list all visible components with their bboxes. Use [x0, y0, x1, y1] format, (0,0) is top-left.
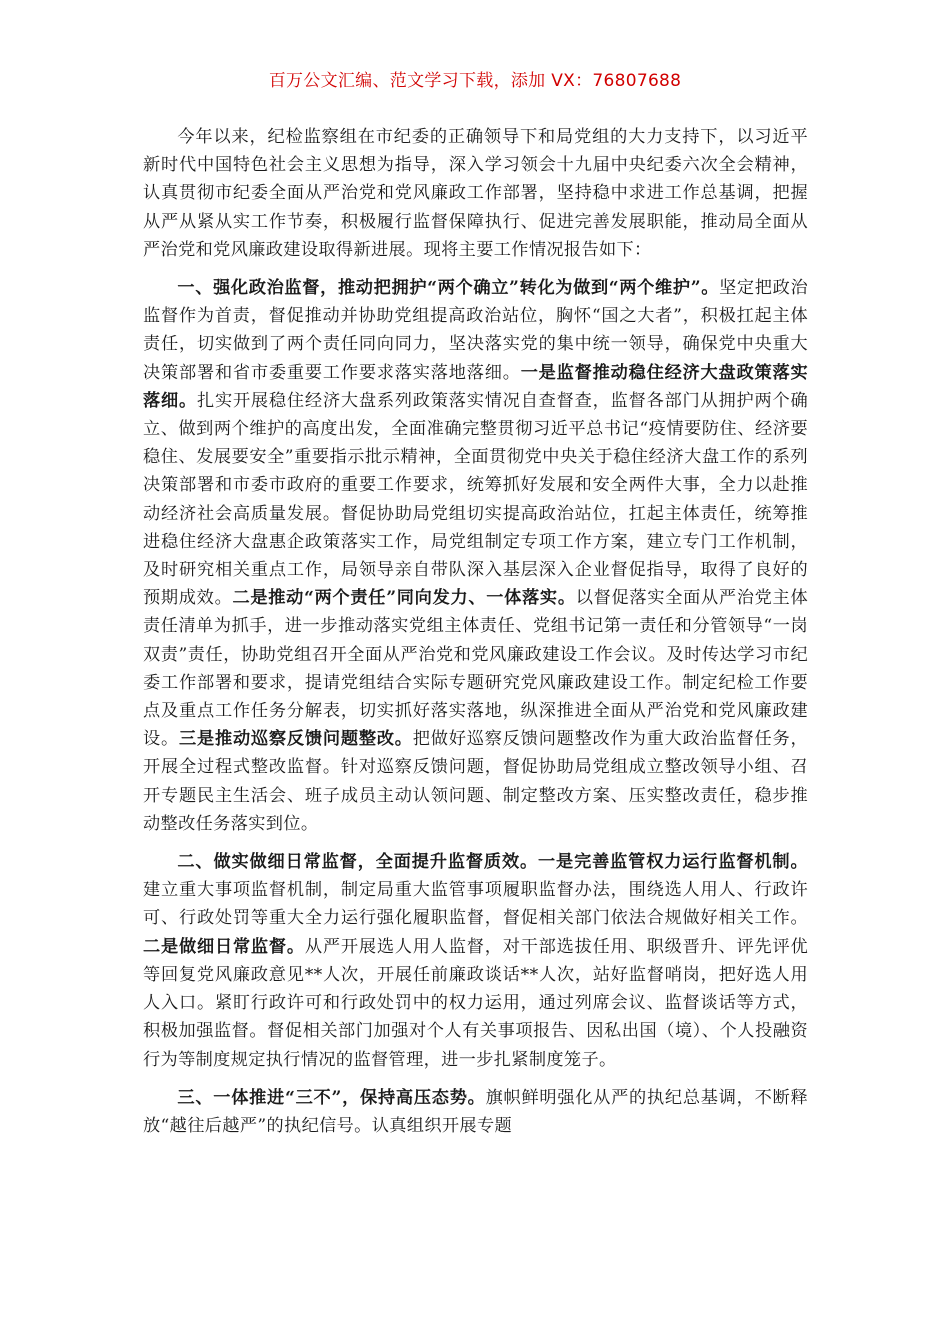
section-3-paragraph — [143, 1084, 808, 1140]
section-1-text-2: 扎实开展稳住经济大盘系列政策落实情况自查督查，监督各部门从拥护两个确立、做到两个维护的高度出发，全面准确完整贯彻习近平总书记“疫情要防住、经济要稳住、发展要安全”重要指示批示精神，全面贯彻党中央关于稳住经济大盘工作的系列决策部署和市委市政府的重要工作要求，统筹抓好发展和安全两件大事，全力以赴推动经济社会高质量发展。督促协助局党组切实提高政治站位，扛起主体责任，统筹推进稳住经济大盘惠企政策落实工作，局党组制定专项工作方案，建立专门工作机制，及时研究相关重点工作，局领导亲自带队深入基层深入企业督促指导，取得了良好的预期成效。 — [143, 390, 808, 609]
section-3-heading: 三、一体推进“三不”，保持高压态势。 — [177, 1087, 486, 1108]
section-2-heading: 二、做实做细日常监督，全面提升监督质效。 — [177, 852, 539, 873]
document-body — [143, 123, 808, 1150]
section-2-text-1: 建立重大事项监督机制，制定局重大监管事项履职监督办法，围绕选人用人、行政许可、行政处罚等重大全力运行强化履职监督，督促相关部门依法合规做好相关工作。 — [143, 880, 808, 929]
section-1-heading: 一、强化政治监督，推动把拥护“两个确立”转化为做到“两个维护”。 — [177, 278, 720, 299]
section-1-point-1: 一是监督推动稳住经济大盘政策落实落细。 — [143, 362, 808, 411]
section-1-text-3: 以督促落实全面从严治党主体责任清单为抓手，进一步推动落实党组主体责任、党组书记第一责任和分管领导“一岗双责”责任，协助党组召开全面从严治党和党风廉政建设工作会议。及时传达学习市纪委工作部署和要求，提请党组结合实际专题研究党风廉政建设工作。制定纪检工作要点及重点工作任务分解表，切实抓好落实落地，纵深推进全面从严治党和党风廉政建设。 — [143, 588, 808, 750]
intro-paragraph: 今年以来，纪检监察组在市纪委的正确领导下和局党组的大力支持下，以习近平新时代中国特色社会主义思想为指导，深入学习领会十九届中央纪委六次全会精神，认真贯彻市纪委全面从严治党和党风廉政工作部署，坚持稳中求进工作总基调，把握从严从紧从实工作节奏，积极履行监督保障执行、促进完善发展职能，推动局全面从严治党和党风廉政建设取得新进展。现将主要工作情况报告如下： — [143, 127, 808, 260]
section-1-point-2: 二是推动“两个责任”同向发力、一体落实。 — [232, 588, 576, 609]
section-1-point-3: 三是推动巡察反馈问题整改。 — [178, 729, 413, 750]
section-1-paragraph — [143, 274, 808, 838]
download-banner: 百万公文汇编、范文学习下载，添加 VX：76807688 — [268, 71, 682, 91]
section-1-text-1: 坚定把政治监督作为首责，督促推动并协助党组提高政治站位，胸怀“国之大者”，积极扛起主体责任，切实做到了两个责任同向同力，坚决落实党的集中统一领导，确保党中央重大决策部署和省市委重要工作要求落实落地落细。 — [143, 278, 808, 383]
section-2-text-2: 从严开展选人用人监督，对干部选拔任用、职级晋升、评先评优等回复党风廉政意见**人次，开展任前廉政谈话**人次，站好监督哨岗，把好选人用人入口。紧盯行政许可和行政处罚中的权力运用，通过列席会议、监督谈话等方式，积极加强监督。督促相关部门加强对个人有关事项报告、因私出国（境）、个人投融资行为等制度规定执行情况的监督管理，进一步扎紧制度笼子。 — [143, 936, 808, 1070]
section-1-text-4: 把做好巡察反馈问题整改作为重大政治监督任务，开展全过程式整改监督。针对巡察反馈问题，督促协助局党组成立整改领导小组、召开专题民主生活会、班子成员主动认领问题、制定整改方案、压实整改责任，稳步推动整改任务落实到位。 — [143, 729, 809, 834]
section-2-point-1: 一是完善监管权力运行监督机制。 — [538, 852, 808, 873]
section-2-paragraph — [143, 848, 808, 1074]
section-3-text-1: 旗帜鲜明强化从严的执纪总基调，不断释放“越往后越严”的执纪信号。认真组织开展专题 — [143, 1087, 808, 1136]
section-2-point-2: 二是做细日常监督。 — [143, 936, 305, 957]
